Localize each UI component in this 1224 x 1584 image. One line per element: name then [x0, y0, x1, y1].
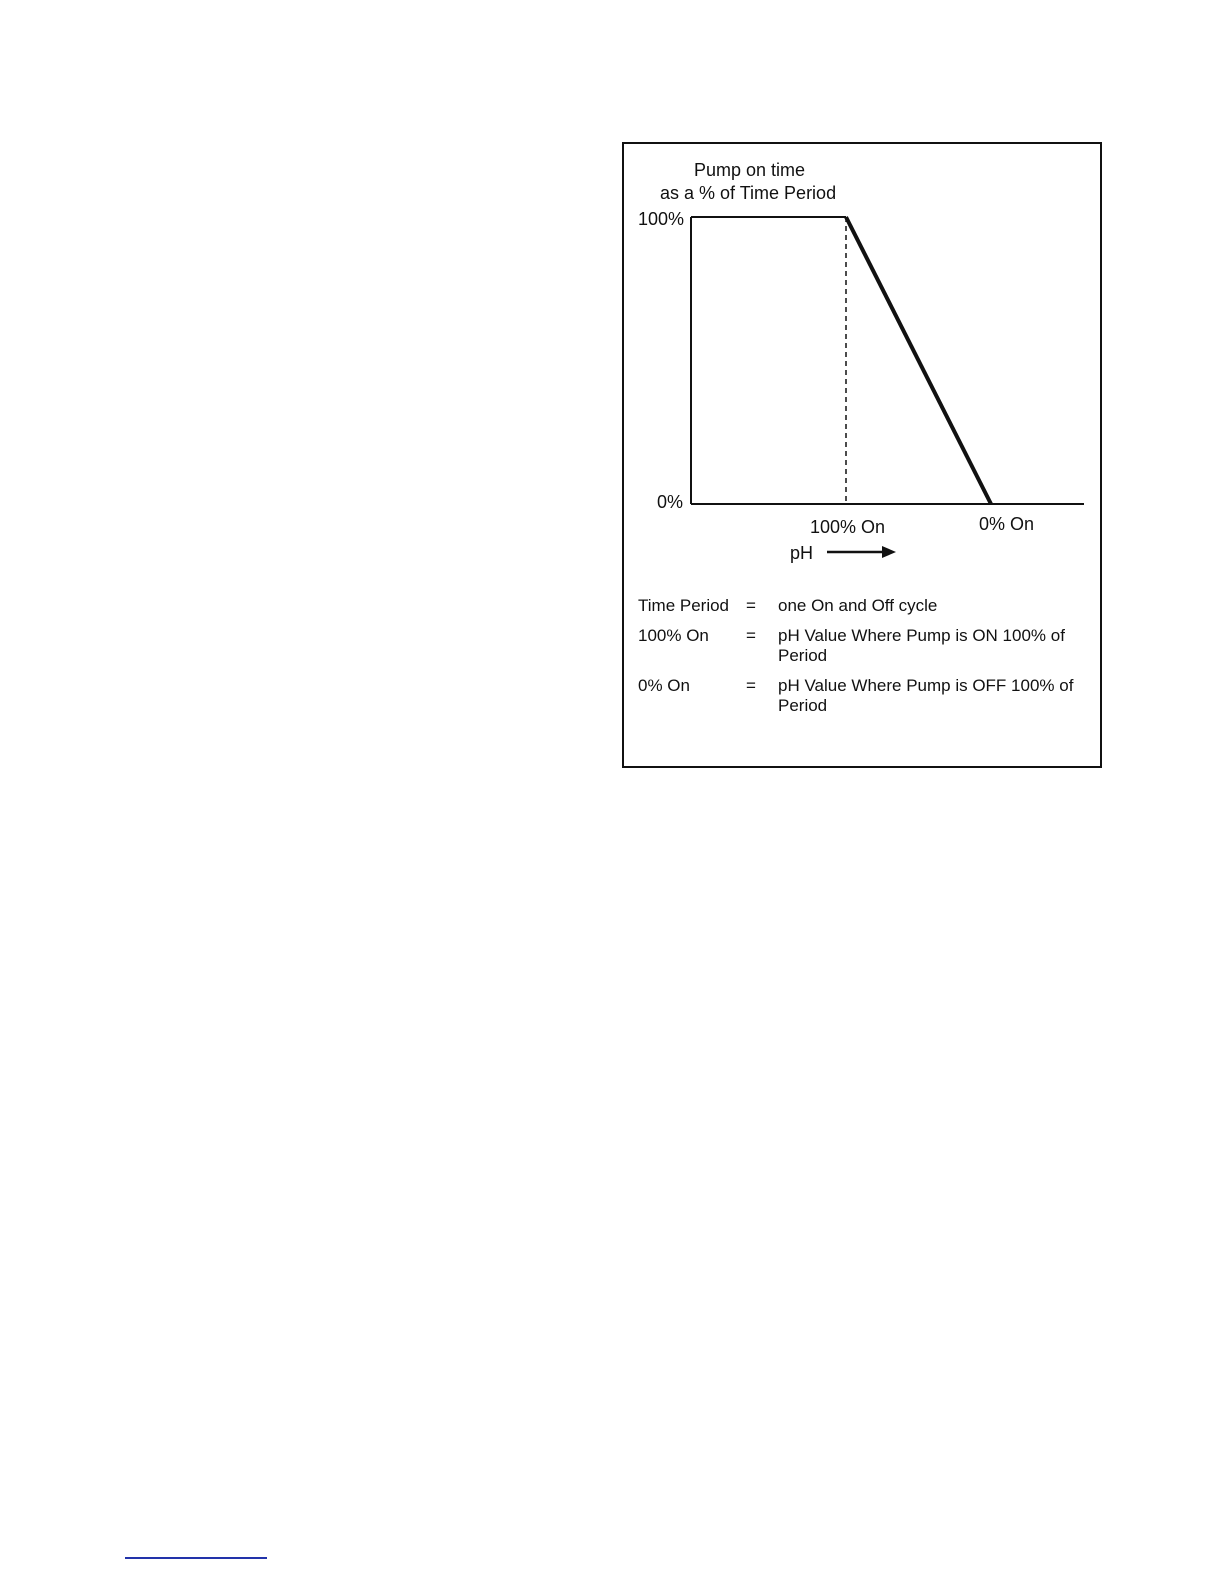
y-tick-label-top: 100% — [638, 209, 685, 229]
right-arrow-icon — [882, 546, 896, 558]
legend-term: Time Period — [638, 596, 730, 615]
legend-definition: pH Value Where Pump is OFF 100% of Period — [778, 676, 1074, 715]
series-descending-segment — [846, 217, 991, 504]
x-tick-label-0-on: 0% On — [979, 514, 1035, 534]
footnote-rule — [125, 1557, 267, 1559]
figure-frame — [622, 142, 1102, 768]
x-tick-label-100-on: 100% On — [810, 517, 886, 537]
legend-term: 0% On — [638, 676, 690, 695]
y-axis-label-line2: as a % of Time Period — [660, 183, 837, 203]
x-axis-label: pH — [790, 543, 814, 563]
legend-equals: = — [746, 626, 756, 645]
y-axis-label-line1: Pump on time — [694, 160, 806, 180]
legend-definition: one On and Off cycle — [778, 596, 938, 615]
y-tick-label-bottom: 0% — [657, 492, 684, 512]
legend-equals: = — [746, 596, 756, 615]
legend-definition: pH Value Where Pump is ON 100% of Period — [778, 626, 1065, 665]
legend-term: 100% On — [638, 626, 709, 645]
legend-equals: = — [746, 676, 756, 695]
